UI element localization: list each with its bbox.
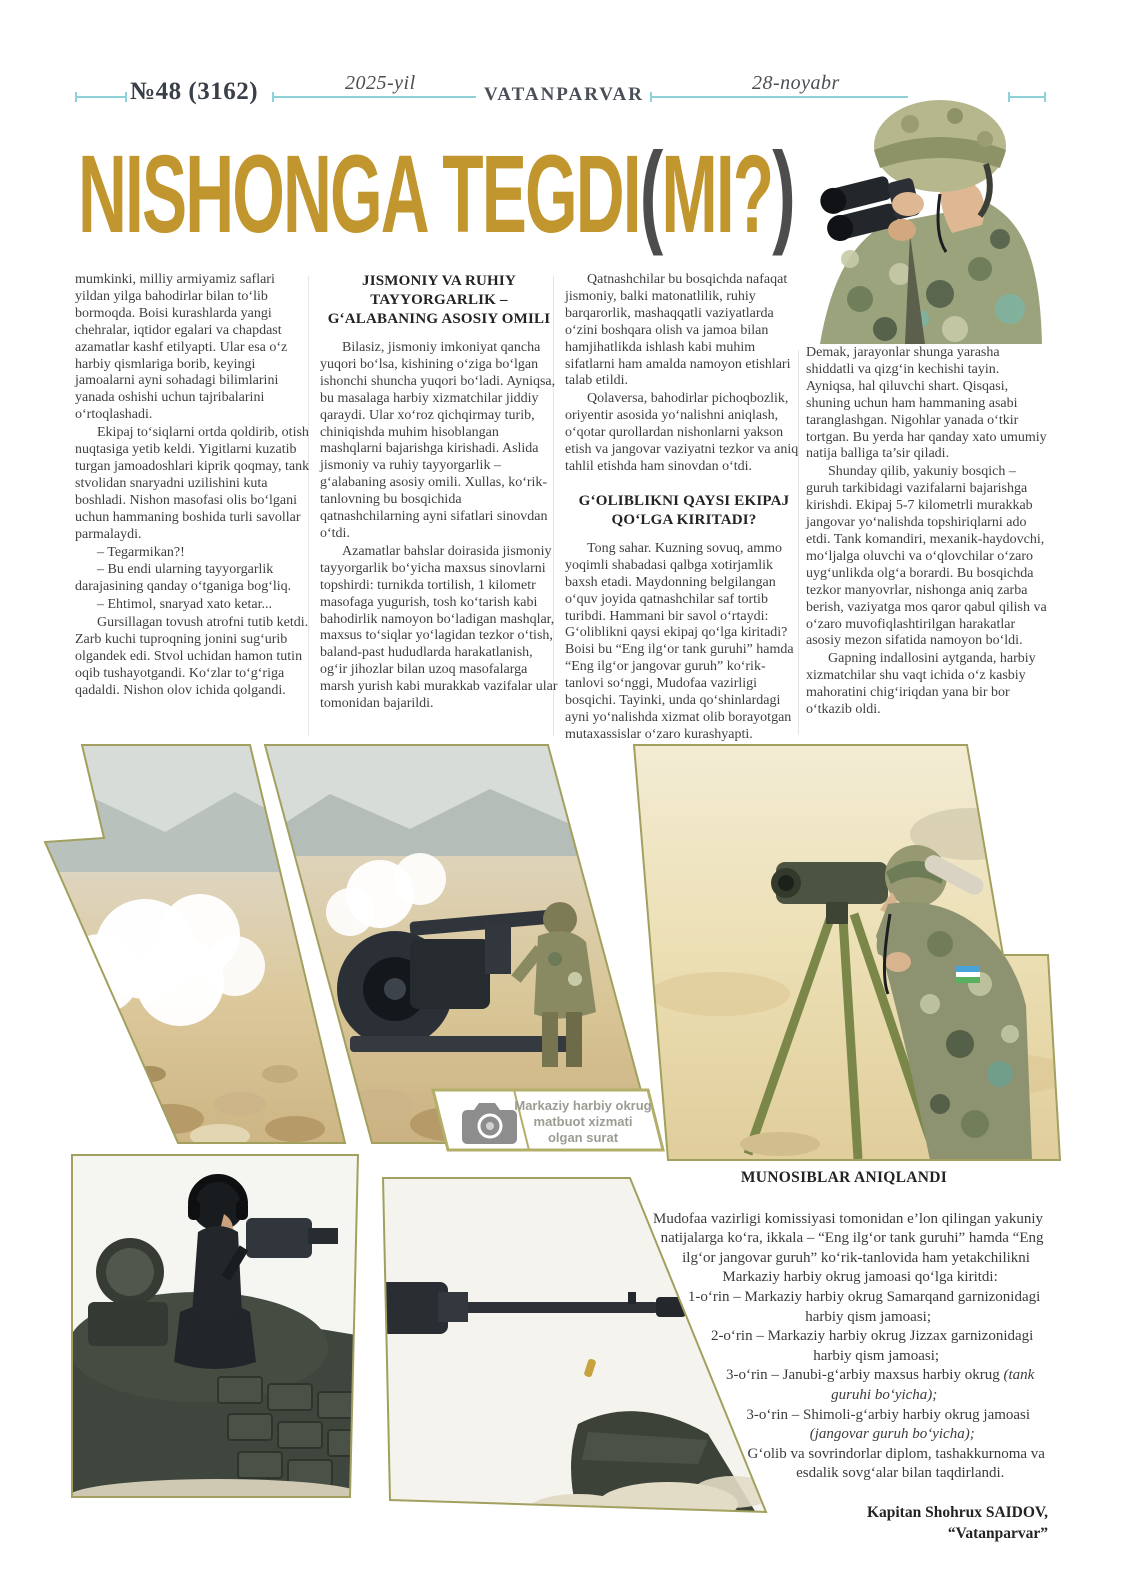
byline-source: “Vatanparvar” xyxy=(947,1524,1048,1542)
section-heading: JISMONIY VA RUHIY TAYYORGARLIK – G‘ALABANING ASOSIY OMILI xyxy=(327,273,551,327)
headline-mi: MI? xyxy=(661,133,773,256)
paragraph: – Bu endi ularning tayyorgarlik darajasining qanday o‘tganiga bog‘liq. xyxy=(75,562,292,595)
paragraph: Qatnashchilar bu bosqichda nafaqat jismoniy, balki matonatlilik, ruhiy barqarorlik, mashaqqatli vaziyatlarda o‘zini boshqara olish va jamoa bilan hamjihatlikda ishlash kabi muhim sifatlarni ham amalda namoyon etishlari talab etildi. xyxy=(565,272,791,389)
paragraph: Bilasiz, jismoniy imkoniyat qancha yuqori bo‘lsa, kishining o‘ziga bo‘lgan ishonchi shuncha yuqori bo‘ladi. Ayniqsa, bu masalaga harbiy xizmatchilar jiddiy qaraydi. Ular xo‘roz qichqirmay turib, chiniqishda muhim hisoblangan mashqlarni bajarishga kirishadi. Aslida jismoniy va ruhiy tayyorgarlik – g‘alabaning asosiy omili. Xullas, ko‘rik-tanlovning bu bosqichida qatnashchilarning ayni sifatlari sinovdan o‘tdi. xyxy=(320,340,556,541)
results-item: 1-o‘rin – Markaziy harbiy okrug Samarqand garnizonidagi harbiy qism jamoasi; xyxy=(687,1288,1041,1325)
masthead-rule-tick xyxy=(1044,92,1046,102)
paragraph: Azamatlar bahslar doirasida jismoniy tayyorgarlik bo‘yicha maxsus sinovlarni topshirdi: turnikda tortilish, 1 kilometr masofaga yugurish, tosh ko‘tarish kabi bahodirlik namoyon bo‘ladigan mashqlar, maxsus to‘siqlar yo‘lagidan tezkor o‘tish, baland-past hududlarda harakatlanish, og‘ir jihozlar bilan uzoq masofalarga marsh yurish kabi murakkab vazifalar ular tomonidan bajarildi. xyxy=(320,543,558,712)
paragraph: Gapning indallosini aytganda, harbiy xizmatchilar shu vaqt ichida o‘z kasbiy mahoratini chig‘iriqdan yana bir bor o‘tkazib oldi. xyxy=(806,651,1036,718)
paragraph: Tong sahar. Kuzning sovuq, ammo yoqimli shabadasi qalbga xotirjamlik baxsh etadi. Maydonning belgilangan o‘quv joyida qatnashchilar saf tortib turibdi. Hammani bir savol o‘rtaydi: G‘oliblikni qaysi ekipaj qo‘lga kiritadi? Boisi bu “Eng ilg‘or tank guruhi” hamda “Eng ilg‘or jangovar guruh” ko‘rik-tanlovi so‘nggi, Mudofaa vazirligi bosqichi. Tayinki, unda qo‘shinlardagi ayni yo‘nalishda xizmat olib borayotgan mutaxassislar o‘zaro kurashyapti. xyxy=(565,540,794,742)
results-heading: MUNOSIBLAR ANIQLANDI xyxy=(740,1169,948,1186)
article-column-1 xyxy=(75,272,313,701)
photo-observer-rangefinder xyxy=(630,744,1065,1162)
paragraph: Gursillagan tovush atrofni tutib ketdi. Zarb kuchi tuproqning jonini sug‘urib olgandek edi. Stvol uchidan hamon tutin oqib tushayotgandi. Ko‘zlar to‘g‘riga qadaldi. Nishon olov ichida qolgandi. xyxy=(75,615,309,698)
paragraph: mumkinki, milliy armiyamiz saflari yildan yilga bahodirlar bilan to‘lib bormoqda. Boisi kurashlarda yangi chehralar, iqtidor egalari va chapdast azamatlar kashf etilyapti. Ular esa o‘z harbiy qismlariga borib, keyingi jamoalarni ayni sohadagi bilimlarini yanada oshishi uchun tajribalarini o‘rtoqlashadi. xyxy=(75,272,288,423)
photo-tank-gunner xyxy=(68,1152,368,1502)
photo-soldier-binoculars xyxy=(790,84,1042,344)
section-heading: G‘OLIBLIKNI QAYSI EKIPAJ QO‘LGA KIRITADI? xyxy=(578,492,790,528)
column-3-body xyxy=(565,272,803,476)
masthead-rule xyxy=(75,96,127,98)
masthead-rule-tick xyxy=(125,92,127,102)
results-section xyxy=(640,1168,1048,1544)
results-item: 3-o‘rin – Janubi-g‘arbiy maxsus harbiy okrug (tank guruhi bo‘yicha); xyxy=(726,1367,1035,1403)
results-item: 3-o‘rin – Shimoli-g‘arbiy harbiy okrug jamoasi (jangovar guruh bo‘yicha); xyxy=(746,1406,1031,1443)
masthead-year: 2025-yil xyxy=(345,72,416,94)
headline-main: NISHONGA TEGDI xyxy=(78,133,640,256)
headline-close-paren: ) xyxy=(772,129,794,257)
issue-number: №48 (3162) xyxy=(130,78,259,105)
masthead-rule xyxy=(272,96,476,98)
paragraph: – Ehtimol, snaryad xato ketar... xyxy=(97,597,272,613)
paragraph: Demak, jarayonlar shunga yarasha shiddatli va qizg‘in kechishi tayin. Ayniqsa, hal qiluvchi shart. Qisqasi, shuning uchun ham hammaning asabi taranglashgan. Nigohlar yanada o‘tkir tortgan. Bu yerda har qanday xato umumiy natija balliga ta’sir qiladi. xyxy=(806,345,1047,462)
paragraph: Qolaversa, bahodirlar pichoqbozlik, oriyentir asosida yo‘nalishni aniqlash, o‘qotar qurollardan nishonlarni yakson etish va jangovar vaziyatni tezkor va aniq tahlil etishda ham sinovdan o‘tdi. xyxy=(565,391,799,474)
paragraph: – Tegarmikan?! xyxy=(97,544,185,560)
photo-howitzer-crew xyxy=(260,744,660,1144)
paragraph: Shunday qilib, yakuniy bosqich – guruh tarkibidagi vazifalarni bajarishga kirishdi. Ekipaj 5-7 kilometrli murakkab jangovar yo‘nalishda topshiriqlarni ado etdi. Tank komandiri, mexanik-haydovchi, mo‘ljalga oluvchi va o‘qlovchilar o‘zaro uyg‘unlikda olg‘a borardi. Bu bosqichda tezkor manyovrlar, nishonga aniq zarba berish, vaziyatga mos qaror qabul qilish va o‘zaro muvofiqlashtirilgan harakatlar asosiy mezon sifatida namoyon bo‘ldi. xyxy=(806,464,1047,649)
paragraph: Ekipaj to‘siqlarni ortda qoldirib, otish nuqtasiga yetib keldi. Yigitlarni kuzatib turgan jamoadoshlari kiprik qoqmay, tank stvolidan snaryadni uzilishini kuta boshladi. Nishon masofasi olis bo‘lgani uchun hammaning boshida turli savollar parmalaydi. xyxy=(75,425,310,542)
column-3-body-2 xyxy=(565,541,803,744)
masthead-title: VATANPARVAR xyxy=(484,84,644,105)
article-column-2 xyxy=(320,272,558,714)
caption-line: olgan surat xyxy=(547,1130,619,1145)
caption-line: matbuot xizmati xyxy=(533,1114,633,1129)
article-column-4 xyxy=(806,345,1048,720)
caption-line: Markaziy harbiy okrug xyxy=(514,1098,652,1113)
results-closing: G‘olib va sovrindorlar diplom, tashakkurnoma va esdalik sovg‘alar bilan taqdirlandi. xyxy=(747,1445,1045,1482)
masthead-date: 28-noyabr xyxy=(752,72,840,94)
results-intro: Mudofaa vazirligi komissiyasi tomonidan e’lon qilingan yakuniy natijalarga ko‘ra, ikkala – “Eng ilg‘or tank guruhi” hamda “Eng ilg‘or jangovar guruh” ko‘rik-tanlovida ham yetakchilikni Markaziy harbiy okrug jamoasi qo‘lga kiritdi: xyxy=(653,1210,1044,1286)
article-column-3 xyxy=(565,272,803,745)
photo-caption xyxy=(502,1098,664,1146)
headline-open-paren: ( xyxy=(639,129,662,257)
column-2-body xyxy=(320,340,558,713)
byline-author: Kapitan Shohrux SAIDOV, xyxy=(866,1503,1048,1521)
page-headline xyxy=(78,129,794,257)
results-item: 2-o‘rin – Markaziy harbiy okrug Jizzax garnizonidagi harbiy qism jamoasi; xyxy=(710,1328,1034,1364)
